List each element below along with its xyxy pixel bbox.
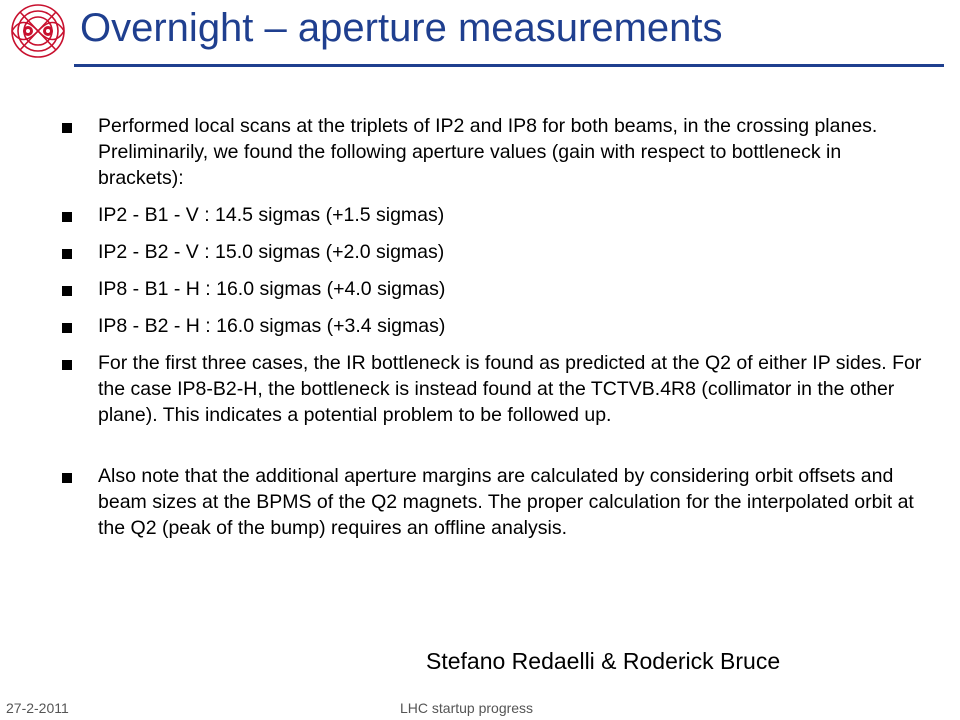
title-underline bbox=[74, 64, 944, 67]
footer-title: LHC startup progress bbox=[400, 700, 534, 716]
bullet-text: Performed local scans at the triplets of IP2 and IP8 for both beams, in the crossing planes. Preliminarily, we found the following aperture values (gain with respect to bottleneck in brackets): bbox=[98, 115, 878, 189]
bullet-item-scans bbox=[62, 113, 922, 191]
bullet-item-bottleneck bbox=[62, 350, 922, 428]
authors: Stefano Redaelli & Roderick Bruce bbox=[426, 648, 781, 674]
bullet-item-ip2-b1 bbox=[62, 202, 922, 228]
bullet-text: IP2 - B1 - V : 14.5 sigmas (+1.5 sigmas) bbox=[98, 204, 445, 226]
square-bullet-icon bbox=[62, 323, 72, 333]
bullet-text: IP2 - B2 - V : 15.0 sigmas (+2.0 sigmas) bbox=[98, 241, 445, 263]
square-bullet-icon bbox=[62, 360, 72, 370]
footer-date: 27-2-2011 bbox=[6, 700, 69, 716]
square-bullet-icon bbox=[62, 123, 72, 133]
bullet-text: IP8 - B1 - H : 16.0 sigmas (+4.0 sigmas) bbox=[98, 278, 446, 300]
bullet-text: IP8 - B2 - H : 16.0 sigmas (+3.4 sigmas) bbox=[98, 315, 446, 337]
bullet-list bbox=[62, 113, 922, 552]
square-bullet-icon bbox=[62, 249, 72, 259]
slide-title: Overnight – aperture measurements bbox=[80, 6, 723, 50]
lhc-logo-icon bbox=[2, 2, 74, 60]
square-bullet-icon bbox=[62, 212, 72, 222]
bullet-item-margins-note bbox=[62, 463, 922, 541]
bullet-item-ip8-b2 bbox=[62, 313, 922, 339]
square-bullet-icon bbox=[62, 286, 72, 296]
bullet-item-ip8-b1 bbox=[62, 276, 922, 302]
bullet-text: For the first three cases, the IR bottleneck is found as predicted at the Q2 of either IP sides. For the case IP8-B2-H, the bottleneck is instead found at the TCTVB.4R8 (collimator in the other plane). This indicates a potential problem to be followed up. bbox=[98, 352, 922, 426]
bullet-text: Also note that the additional aperture margins are calculated by considering orbit offsets and beam sizes at the BPMS of the Q2 magnets. The proper calculation for the interpolated orbit at the Q2 (peak of the bump) requires an offline analysis. bbox=[98, 465, 914, 539]
bullet-item-ip2-b2 bbox=[62, 239, 922, 265]
square-bullet-icon bbox=[62, 473, 72, 483]
